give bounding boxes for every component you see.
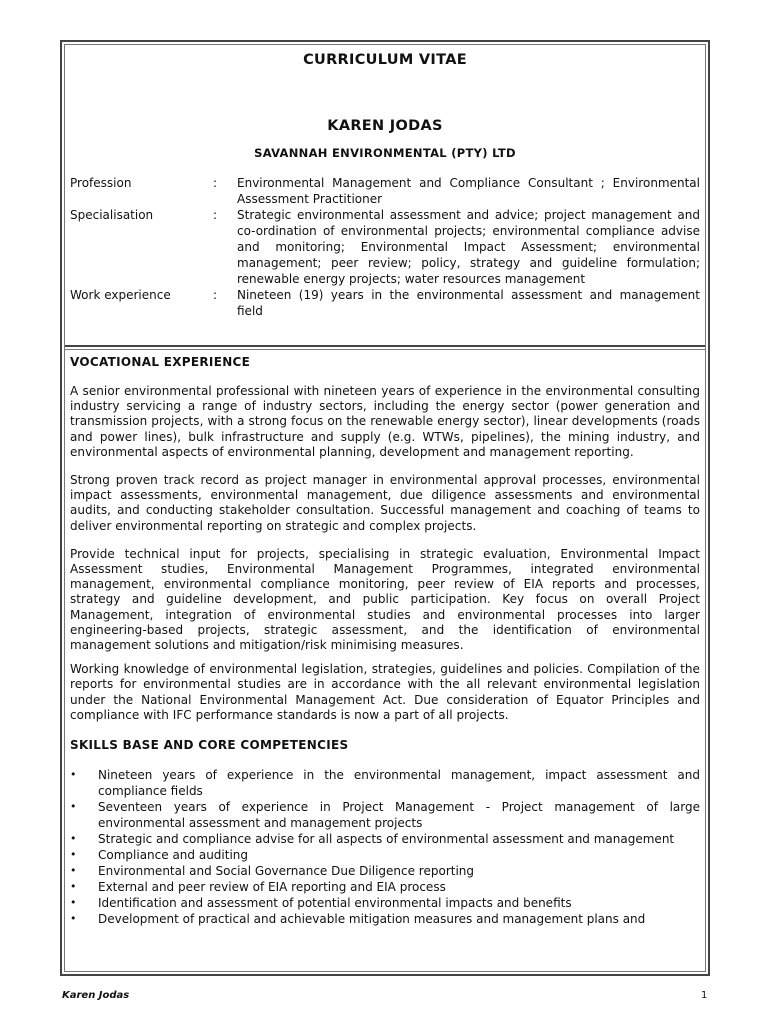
list-item (70, 895, 700, 911)
vocational-paragraph-1: A senior environmental professional with nineteen years of experience in the environmental consulting industry servicing a range of industry sectors, including the energy sector (power generation and transmission projects, with a strong focus on the renewable energy sector), linear developments (roads and power lines), bulk infrastructure and supply (e.g. WTWs, pipelines), the mining industry, and environmental aspects of environmental planning, development and management reporting. (70, 384, 700, 459)
skill-text: External and peer review of EIA reporting and EIA process (98, 880, 446, 895)
cv-frame (60, 40, 710, 976)
vocational-paragraph-4: Working knowledge of environmental legislation, strategies, guidelines and policies. Compilation of the reports for environmental studies are in accordance with the all relevant environmental legislation under the National Environmental Management Act. Due consideration of Equator Principles and compliance with IFC performance standards is now a part of all projects. (70, 662, 700, 722)
cv-header (70, 52, 700, 340)
profile-value: Nineteen (19) years in the environmental assessment and management field (237, 288, 700, 318)
list-item (70, 799, 700, 831)
skill-text: Compliance and auditing (98, 848, 249, 863)
profile-value: Strategic environmental assessment and advice; project management and co-ordination of environmental projects; environmental compliance advise and monitoring; Environmental Impact Assessment; environmental management; peer review; policy, strategy and guideline formulation; renewable energy projects; water resources management (237, 208, 700, 286)
profile-value: Environmental Management and Compliance Consultant ; Environmental Assessment Practitioner (237, 176, 700, 206)
person-name: KAREN JODAS (327, 118, 443, 134)
vocational-paragraph-3: Provide technical input for projects, specialising in strategic evaluation, Environmental Impact Assessment studies, Environmental Management Programmes, integrated environmental management, environmental compliance monitoring, peer review of EIA reports and processes, strategy and guideline development, and public participation. Key focus on overall Project Management, integration of environmental studies and environmental processes into larger engineering-based projects, strategic assessment, and the identification of environmental management solutions and mitigation/risk minimising measures. (70, 546, 700, 653)
skill-text: Identification and assessment of potential environmental impacts and benefits (98, 896, 572, 911)
profile-colon: : (213, 176, 218, 190)
page-number: 1 (701, 990, 708, 1001)
profile-colon: : (213, 288, 218, 302)
bullet-icon: • (70, 832, 77, 846)
list-item (70, 879, 700, 895)
profile-table (70, 175, 700, 319)
skills-list (70, 767, 700, 927)
profile-label: Profession (70, 176, 132, 190)
section-divider (65, 345, 705, 347)
profile-label: Specialisation (70, 208, 154, 222)
vocational-paragraph-2: Strong proven track record as project manager in environmental approval processes, environmental impact assessments, environmental management, due diligence assessments and environmental audits, and conducting stakeholder consultation. Successful management and coaching of teams to deliver environmental reporting on strategic and complex projects. (70, 473, 700, 533)
skill-text: Seventeen years of experience in Project Management - Project management of large environmental assessment and management projects (98, 800, 700, 831)
skills-heading: SKILLS BASE AND CORE COMPETENCIES (70, 738, 349, 753)
list-item (70, 767, 700, 799)
bullet-icon: • (70, 912, 77, 926)
bullet-icon: • (70, 896, 77, 910)
list-item (70, 831, 700, 847)
profile-row-profession (70, 175, 700, 207)
vocational-heading: VOCATIONAL EXPERIENCE (70, 355, 251, 369)
profile-row-specialisation (70, 207, 700, 287)
profile-row-work-experience (70, 287, 700, 319)
footer-author: Karen Jodas (62, 990, 130, 1001)
cv-body (70, 354, 700, 927)
document-title: CURRICULUM VITAE (303, 52, 467, 68)
skill-text: Nineteen years of experience in the environmental management, impact assessment and compliance fields (98, 768, 700, 799)
list-item (70, 847, 700, 863)
profile-colon: : (213, 208, 218, 222)
list-item (70, 911, 700, 927)
company-name: SAVANNAH ENVIRONMENTAL (PTY) LTD (254, 146, 516, 160)
profile-label: Work experience (70, 288, 171, 302)
bullet-icon: • (70, 880, 77, 894)
bullet-icon: • (70, 864, 77, 878)
bullet-icon: • (70, 800, 77, 814)
skill-text: Development of practical and achievable mitigation measures and management plans and (98, 912, 646, 927)
list-item (70, 863, 700, 879)
bullet-icon: • (70, 848, 77, 862)
bullet-icon: • (70, 768, 77, 782)
skill-text: Strategic and compliance advise for all aspects of environmental assessment and management (98, 832, 675, 847)
skill-text: Environmental and Social Governance Due Diligence reporting (98, 864, 475, 879)
